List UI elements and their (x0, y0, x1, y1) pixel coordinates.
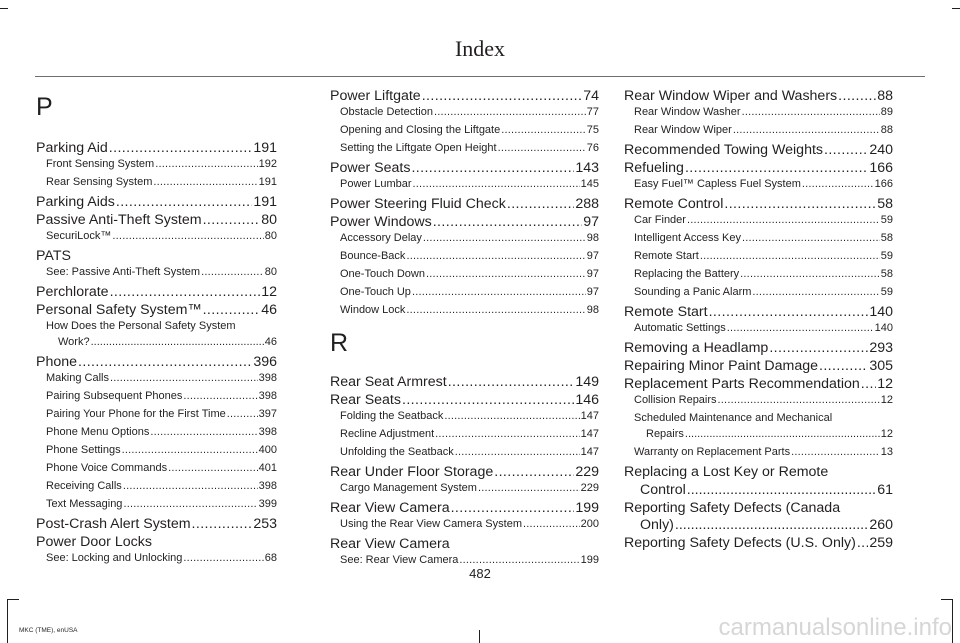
page-ref: 260 (869, 517, 893, 533)
dot-leader (740, 268, 880, 281)
page-ref: 59 (880, 214, 893, 226)
dot-leader (742, 232, 880, 245)
page-ref: 12 (880, 394, 893, 406)
dot-leader (819, 358, 868, 375)
entry-text: Repairs (646, 428, 684, 440)
page-ref: 166 (874, 178, 893, 190)
entry-text: Window Lock (340, 304, 406, 316)
dot-leader (685, 160, 868, 177)
page-ref: 89 (880, 106, 893, 118)
entry-text: Rear Window Washer (634, 106, 741, 118)
page-ref: 288 (575, 196, 599, 212)
index-subentry (330, 482, 599, 500)
entry-text: Pairing Subsequent Phones (46, 390, 183, 402)
page-ref: 46 (261, 302, 277, 318)
dot-leader (422, 88, 583, 105)
index-subentry (624, 178, 893, 196)
index-subentry (330, 410, 599, 428)
dot-leader (444, 410, 579, 423)
page-ref: 398 (258, 426, 277, 438)
entry-text: Collision Repairs (634, 394, 717, 406)
page-ref: 61 (877, 481, 893, 498)
dot-leader (802, 178, 874, 191)
page-ref: 143 (575, 160, 599, 176)
entry-text: Recommended Towing Weights (624, 142, 823, 158)
entry-text: Easy Fuel™ Capless Fuel System (634, 178, 801, 190)
index-subentry (36, 230, 277, 248)
entry-text: Bounce-Back (340, 250, 406, 262)
index-subentry (624, 214, 893, 232)
entry-text: Sounding a Panic Alarm (634, 286, 752, 298)
dot-leader (724, 196, 876, 213)
dot-leader (824, 142, 868, 159)
index-entry (624, 196, 893, 214)
dot-leader (183, 390, 257, 403)
entry-text: Recline Adjustment (340, 428, 435, 440)
entry-text: See: Passive Anti-Theft System (46, 266, 201, 278)
page-ref: 76 (586, 142, 599, 154)
entry-text: Automatic Settings (634, 322, 726, 334)
dot-leader (709, 304, 869, 321)
page-ref: 191 (253, 140, 277, 156)
index-entry (36, 212, 277, 230)
dot-leader (153, 176, 257, 189)
section-letter: P (36, 93, 53, 121)
entry-text: Refueling (624, 160, 684, 176)
entry-text: Power Steering Fluid Check (330, 196, 506, 212)
entry-text: Control (640, 481, 686, 498)
dot-leader (203, 212, 261, 229)
entry-text: One-Touch Up (340, 286, 411, 298)
index-subentry (624, 232, 893, 250)
dot-leader (523, 518, 580, 531)
entry-text: SecuriLock™ (46, 230, 112, 242)
index-subentry (624, 124, 893, 142)
footer-model: MKC (TME), enUSA (19, 627, 78, 634)
dot-leader (435, 428, 579, 441)
index-subentry (330, 106, 599, 124)
dot-leader (426, 268, 586, 281)
entry-text: Rear View Camera (330, 500, 450, 516)
index-subentry-line: How Does the Personal Safety System (46, 320, 236, 332)
dot-leader (769, 340, 868, 357)
entry-text: Unfolding the Seatback (340, 446, 454, 458)
page-ref: 58 (880, 268, 893, 280)
page-ref: 305 (869, 358, 893, 374)
page-ref: 293 (869, 340, 893, 356)
entry-text: Phone (36, 354, 78, 370)
entry-text: Phone Menu Options (46, 426, 150, 438)
index-heading: PATS (36, 248, 71, 264)
index-subentry (36, 426, 277, 444)
entry-text: Remote Start (624, 304, 708, 320)
page-ref: 191 (253, 194, 277, 210)
entry-text: See: Rear View Camera (340, 554, 459, 566)
page-ref: 75 (586, 124, 599, 136)
dot-leader (700, 250, 880, 263)
dot-leader (150, 426, 257, 439)
index-subentry (330, 286, 599, 304)
entry-text: Setting the Liftgate Open Height (340, 142, 497, 154)
entry-text: Car Finder (634, 214, 686, 226)
entry-text: Power Seats (330, 160, 411, 176)
dot-leader (857, 535, 869, 552)
index-subentry (624, 446, 893, 464)
entry-text: Reporting Safety Defects (U.S. Only) (624, 535, 856, 551)
index-entry (624, 358, 893, 376)
header-rule (35, 76, 925, 77)
index-entry (330, 374, 599, 392)
index-subentry (330, 232, 599, 250)
index-subentry (330, 142, 599, 160)
page-ref: 88 (880, 124, 893, 136)
entry-text: One-Touch Down (340, 268, 425, 280)
dot-leader (861, 376, 876, 393)
page-ref: 259 (869, 535, 893, 551)
index-subentry (36, 176, 277, 194)
entry-text: Intelligent Access Key (634, 232, 742, 244)
index-entry (330, 500, 599, 518)
dot-leader (451, 500, 575, 517)
index-subentry (330, 446, 599, 464)
entry-text: Only) (640, 517, 674, 533)
dot-leader (507, 196, 574, 213)
page-ref: 88 (877, 88, 893, 104)
entry-text: Power Windows (330, 214, 432, 230)
entry-text: Text Messaging (46, 498, 123, 510)
dot-leader (203, 302, 261, 319)
dot-leader (413, 178, 580, 191)
entry-text: Making Calls (46, 372, 109, 384)
entry-text: Power Lumbar (340, 178, 412, 190)
dot-leader (742, 106, 880, 119)
entry-text: Repairing Minor Paint Damage (624, 358, 818, 374)
index-heading: Power Door Locks (36, 534, 152, 550)
index-entry (36, 354, 277, 372)
index-entry (624, 304, 893, 322)
page-ref: 97 (586, 286, 599, 298)
crop-mark-center (479, 630, 480, 643)
entry-text: Work? (58, 336, 90, 348)
index-subentry (624, 394, 893, 412)
index-subentry-line: Scheduled Maintenance and Mechanical (634, 412, 833, 424)
entry-text: Rear Window Wiper and Washers (624, 88, 838, 104)
dot-leader (727, 322, 874, 335)
index-subentry (624, 106, 893, 124)
dot-leader (201, 266, 264, 279)
dot-leader (168, 462, 258, 475)
entry-text: Receiving Calls (46, 480, 122, 492)
page-ref: 140 (869, 304, 893, 320)
index-subentry (624, 428, 893, 446)
index-entry (624, 142, 893, 160)
page-ref: 200 (580, 518, 599, 530)
entry-text: Accessory Delay (340, 232, 422, 244)
index-subentry (36, 480, 277, 498)
entry-text: Personal Safety System™ (36, 302, 202, 318)
index-subentry (330, 178, 599, 196)
index-entry (330, 160, 599, 178)
index-entry (36, 516, 277, 534)
entry-text: Rear Window Wiper (634, 124, 732, 136)
index-subentry (330, 268, 599, 286)
entry-text: Remote Control (624, 196, 724, 212)
dot-leader (110, 372, 258, 385)
crop-mark-right-tick (941, 599, 953, 600)
dot-leader (123, 480, 258, 493)
dot-leader (498, 142, 586, 155)
entry-text: Cargo Management System (340, 482, 477, 494)
dot-leader (112, 230, 263, 243)
dot-leader (406, 304, 585, 317)
index-subentry (36, 336, 277, 354)
index-column-2 (330, 88, 599, 572)
page-ref: 80 (261, 212, 277, 228)
index-entry (624, 88, 893, 106)
page-ref: 77 (586, 106, 599, 118)
page-ref: 399 (258, 498, 277, 510)
page-ref: 397 (258, 408, 277, 420)
index-entry-line: Reporting Safety Defects (Canada (624, 499, 841, 516)
dot-leader (501, 124, 586, 137)
dot-leader (685, 428, 880, 441)
crop-mark-top-left (0, 8, 8, 9)
dot-leader (116, 194, 252, 211)
page-ref: 166 (869, 160, 893, 176)
entry-text: Rear Seats (330, 392, 401, 408)
page-ref: 145 (580, 178, 599, 190)
page-ref: 140 (874, 322, 893, 334)
index-subentry (36, 266, 277, 284)
page-ref: 240 (869, 142, 893, 158)
page-ref: 398 (258, 480, 277, 492)
page-title: Index (454, 36, 506, 61)
dot-leader (110, 284, 261, 301)
dot-leader (192, 516, 253, 533)
dot-leader (687, 482, 876, 499)
index-column-1 (36, 88, 277, 570)
watermark: carmanualsonline.info (718, 614, 952, 641)
index-entry-line: Replacing a Lost Key or Remote (624, 464, 829, 480)
index-column-3 (624, 88, 893, 553)
page-ref: 98 (586, 232, 599, 244)
page-ref: 147 (580, 410, 599, 422)
entry-text: Obstacle Detection (340, 106, 433, 118)
page-ref: 400 (258, 444, 277, 456)
dot-leader (91, 336, 264, 349)
crop-mark-left (7, 599, 8, 643)
page-ref: 199 (575, 500, 599, 516)
dot-leader (78, 354, 252, 371)
crop-mark-right (952, 599, 953, 643)
dot-leader (434, 106, 586, 119)
page-ref: 396 (253, 354, 277, 370)
index-subentry (330, 250, 599, 268)
page-ref: 80 (264, 230, 277, 242)
index-subentry (624, 322, 893, 340)
dot-leader (406, 250, 585, 263)
page-ref: 97 (583, 214, 599, 230)
index-entry (36, 284, 277, 302)
page-ref: 59 (880, 250, 893, 262)
page-ref: 192 (258, 158, 277, 170)
dot-leader (455, 446, 580, 459)
index-subentry (330, 518, 599, 536)
dot-leader (412, 286, 586, 299)
dot-leader (448, 374, 575, 391)
index-entry (624, 160, 893, 178)
index-entry (330, 392, 599, 410)
index-subentry (36, 408, 277, 426)
dot-leader (733, 124, 880, 137)
index-subentry (330, 304, 599, 322)
page-ref: 253 (253, 516, 277, 532)
index-entry (330, 464, 599, 482)
page-ref: 80 (264, 266, 277, 278)
page-ref: 98 (586, 304, 599, 316)
entry-text: Power Liftgate (330, 88, 421, 104)
dot-leader (227, 408, 258, 421)
index-entry (624, 340, 893, 358)
index-subentry (624, 286, 893, 304)
dot-leader (109, 140, 253, 157)
entry-text: Opening and Closing the Liftgate (340, 124, 501, 136)
page-ref: 97 (586, 268, 599, 280)
entry-text: Replacing the Battery (634, 268, 740, 280)
index-subentry (36, 462, 277, 480)
dot-leader (123, 498, 257, 511)
index-entry (624, 376, 893, 394)
index-subentry (330, 428, 599, 446)
entry-text: Rear Under Floor Storage (330, 464, 494, 480)
page-ref: 74 (583, 88, 599, 104)
page-ref: 398 (258, 372, 277, 384)
index-subentry (36, 158, 277, 176)
dot-leader (718, 394, 880, 407)
entry-text: Using the Rear View Camera System (340, 518, 522, 530)
index-heading: Rear View Camera (330, 536, 450, 552)
entry-text: Rear Seat Armrest (330, 374, 447, 390)
page-ref: 229 (575, 464, 599, 480)
index-subentry (36, 444, 277, 462)
page-ref: 68 (264, 552, 277, 564)
index-subentry (330, 124, 599, 142)
page-ref: 46 (264, 336, 277, 348)
index-entry (330, 196, 599, 214)
index-subentry (624, 268, 893, 286)
entry-text: Remote Start (634, 250, 699, 262)
index-entry (624, 517, 893, 535)
page-ref: 229 (580, 482, 599, 494)
page-ref: 59 (880, 286, 893, 298)
page-ref: 12 (877, 376, 893, 392)
page-ref: 401 (258, 462, 277, 474)
section-letter: R (330, 329, 349, 357)
dot-leader (411, 160, 574, 177)
dot-leader (752, 286, 879, 299)
entry-text: Parking Aids (36, 194, 115, 210)
crop-mark-top-right (952, 8, 960, 9)
entry-text: Folding the Seatback (340, 410, 444, 422)
entry-text: Phone Voice Commands (46, 462, 168, 474)
index-subentry (36, 498, 277, 516)
page-ref: 147 (580, 446, 599, 458)
dot-leader (478, 482, 580, 495)
crop-mark-left-tick (7, 599, 19, 600)
dot-leader (675, 517, 868, 534)
page-ref: 12 (261, 284, 277, 300)
entry-text: Replacement Parts Recommendation (624, 376, 860, 392)
entry-text: Parking Aid (36, 140, 108, 156)
page-ref: 191 (258, 176, 277, 188)
page-ref: 13 (880, 446, 893, 458)
page-ref: 58 (877, 196, 893, 212)
entry-text: Warranty on Replacement Parts (634, 446, 791, 458)
index-entry (36, 302, 277, 320)
entry-text: See: Locking and Unlocking (46, 552, 183, 564)
page-number: 482 (469, 566, 491, 581)
entry-text: Removing a Headlamp (624, 340, 769, 356)
dot-leader (838, 88, 876, 105)
dot-leader (155, 158, 257, 171)
entry-text: Post-Crash Alert System (36, 516, 191, 532)
page-ref: 12 (880, 428, 893, 440)
entry-text: Pairing Your Phone for the First Time (46, 408, 226, 420)
entry-text: Perchlorate (36, 284, 109, 300)
dot-leader (494, 464, 574, 481)
index-entry (36, 140, 277, 158)
page-ref: 97 (586, 250, 599, 262)
page-ref: 398 (258, 390, 277, 402)
index-subentry (36, 390, 277, 408)
page-ref: 199 (580, 554, 599, 566)
index-entry (624, 482, 893, 500)
index-entry (330, 88, 599, 106)
entry-text: Passive Anti-Theft System (36, 212, 202, 228)
dot-leader (402, 392, 574, 409)
dot-leader (433, 214, 583, 231)
page-ref: 146 (575, 392, 599, 408)
index-entry (36, 194, 277, 212)
index-subentry (36, 372, 277, 390)
page-ref: 58 (880, 232, 893, 244)
entry-text: Rear Sensing System (46, 176, 153, 188)
entry-text: Front Sensing System (46, 158, 155, 170)
dot-leader (687, 214, 880, 227)
dot-leader (122, 444, 258, 457)
dot-leader (791, 446, 880, 459)
dot-leader (423, 232, 586, 245)
index-entry (624, 535, 893, 553)
page-ref: 147 (580, 428, 599, 440)
page-ref: 149 (575, 374, 599, 390)
dot-leader (183, 552, 263, 565)
entry-text: Phone Settings (46, 444, 121, 456)
index-subentry (624, 250, 893, 268)
index-entry (330, 214, 599, 232)
